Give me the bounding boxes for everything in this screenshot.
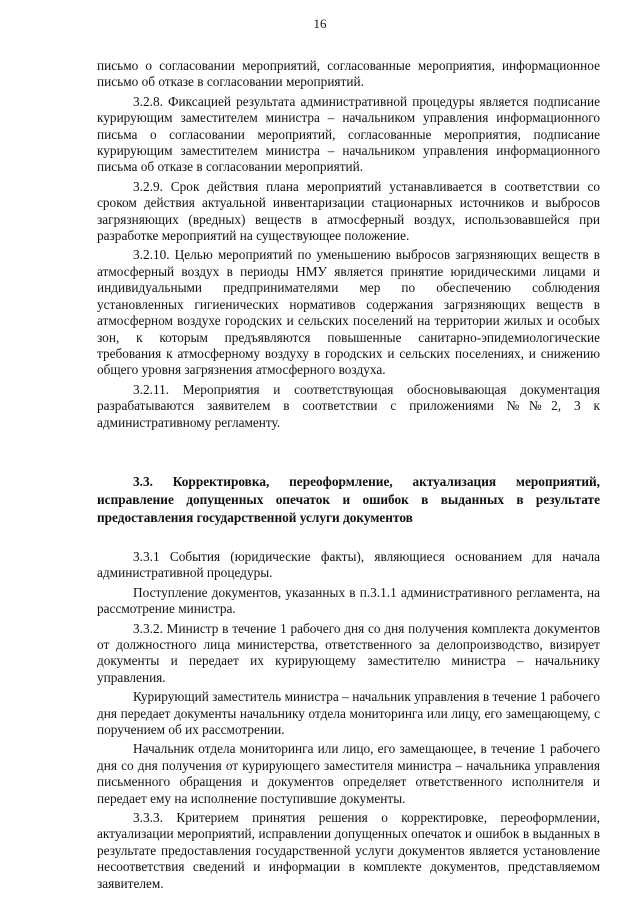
paragraph-receipt-of-documents: Поступление документов, указанных в п.3.1.1 административного регламента, на рассмотрение министра. (97, 584, 600, 617)
section-heading-3-3: 3.3. Корректировка, переоформление, актуализация мероприятий, исправление допущенных опечаток и ошибок в выданных в результате предоставления государственной услуги документов (97, 473, 600, 525)
paragraph-continuation: письмо о согласовании мероприятий, согласованные мероприятия, информационное письмо об отказе в согласовании мероприятий. (97, 58, 600, 90)
paragraph-3-2-9: 3.2.9. Срок действия плана мероприятий устанавливается в соответствии со сроком действия актуальной инвентаризации стационарных источников и выбросов загрязняющих (вредных) веществ в атмосферный воздух, использовавшейся при разработке мероприятий на существующее положение. (97, 178, 600, 244)
paragraph-3-2-11: 3.2.11. Мероприятия и соответствующая обосновывающая документация разрабатываются заявителем в соответствии с приложениями №№2, 3 к административному регламенту. (97, 381, 600, 430)
paragraph-deputy-minister: Курирующий заместитель министра – начальник управления в течение 1 рабочего дня передает документы начальнику отдела мониторинга или лицу, его замещающему, с поручением об их рассмотрении. (97, 689, 600, 737)
paragraph-3-3-3: 3.3.3. Критерием принятия решения о корректировке, переоформлении, актуализации мероприятий, исправлении допущенных опечаток и ошибок в выданных в результате предоставления государственной услуги документов является установление несоответствия сведений и информации в комплекте документов, представляемом заявителем. (97, 810, 600, 891)
page-number: 16 (313, 16, 327, 31)
paragraph-3-3-1: 3.3.1 События (юридические факты), являющиеся основанием для начала административной процедуры. (97, 548, 600, 581)
paragraph-3-2-10: 3.2.10. Целью мероприятий по уменьшению выбросов загрязняющих веществ в атмосферный воздух в периоды НМУ является принятие юридическими лицами и индивидуальными предпринимателями мер по обеспечению соблюдения установленных гигиенических нормативов содержания загрязняющих веществ в атмосферном воздухе городских и сельских поселений на территории жилых и особых зон, к которым предъявляются повышенные санитарно-эпидемиологические требования к атмосферному воздуху в городских и сельских поселениях, и снижению общего уровня загрязнения атмосферного воздуха. (97, 247, 600, 378)
paragraph-3-2-8: 3.2.8. Фиксацией результата административной процедуры является подписание курирующим заместителем министра – начальником управления информационного письма о согласовании мероприятий, согласованные мероприятия, подписание курирующим заместителем министра – начальником управления информационного письма об отказе в согласовании мероприятий. (97, 93, 600, 175)
paragraph-monitoring-head: Начальник отдела мониторинга или лицо, его замещающее, в течение 1 рабочего дня со дня получения от курирующего заместителя министра – начальника управления письменного обращения и документов определяет ответственного исполнителя и передает ему на исполнение поступившие документы. (97, 741, 600, 806)
paragraph-3-3-2: 3.3.2. Министр в течение 1 рабочего дня со дня получения комплекта документов от должностного лица министерства, ответственного за делопроизводство, визирует документы и передает их курирующему заместителю министра – начальнику управления. (97, 620, 600, 685)
document-body (97, 58, 600, 892)
